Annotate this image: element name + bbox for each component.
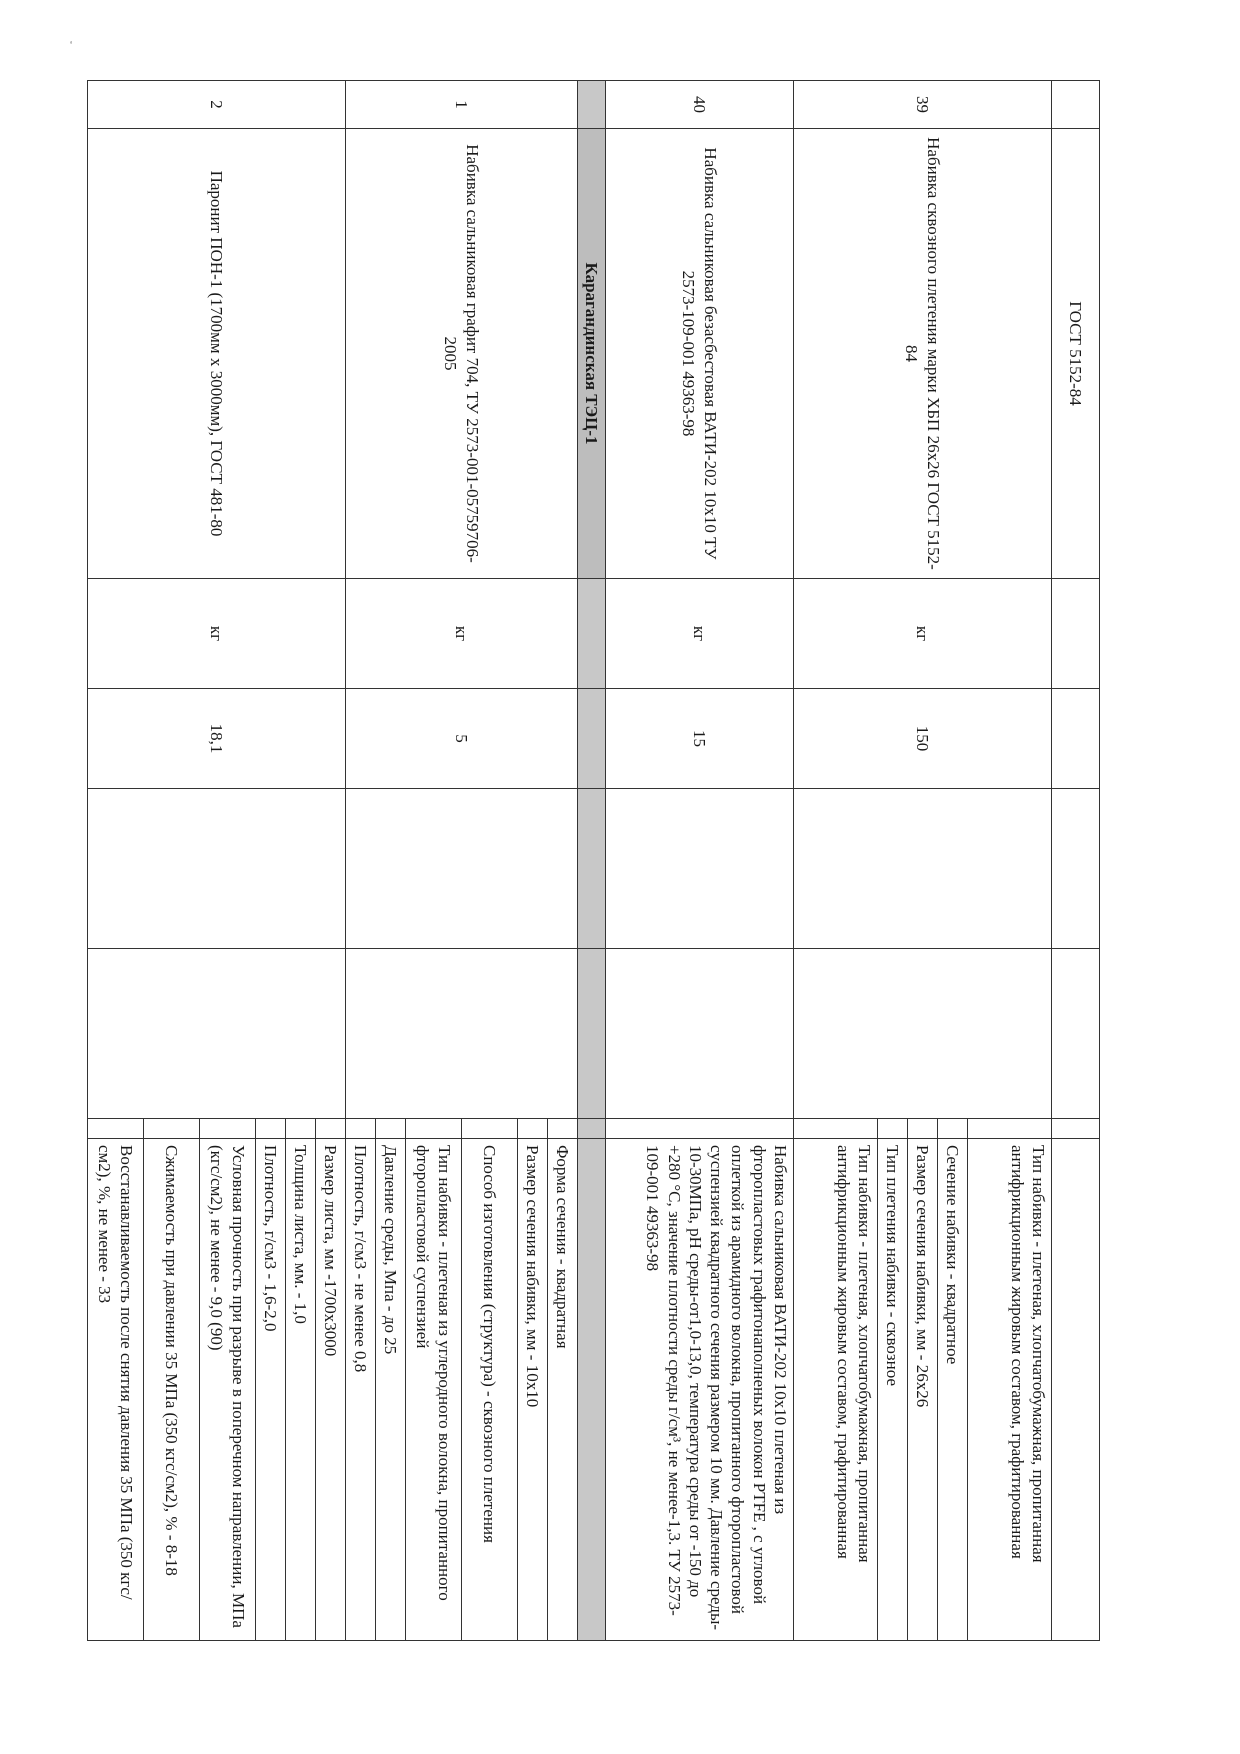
item-quantity: 18,1	[88, 689, 346, 789]
spec-line: Сечение набивки - квадратное	[938, 1139, 968, 1641]
item-quantity: 15	[606, 689, 794, 789]
spec-line: Восстанавливаемость после снятия давления 35 МПа (350 кгс/см2), %, не менее - 33	[88, 1139, 144, 1641]
rotated-page	[95, 80, 1100, 1640]
item-quantity: 5	[346, 689, 578, 789]
item-unit: кг	[88, 579, 346, 689]
spec-line: Тип набивки - плетеная, хлопчатобумажная, пропитанная антифрикционным жировым составом, графитированная	[794, 1139, 878, 1641]
item-name: Набивка сальниковая безасбестовая ВАТИ-202 10х10 ТУ 2573-109-001 49363-98	[606, 129, 794, 579]
row-number: 40	[606, 81, 794, 129]
item-name: Паронит ПОН-1 (1700мм х 3000мм), ГОСТ 481-80	[88, 129, 346, 579]
spec-line: Давление среды, Мпа - до 25	[376, 1139, 406, 1641]
item-quantity: 150	[794, 689, 1052, 789]
table-row	[606, 81, 794, 1641]
spec-line: Тип набивки - плетеная, хлопчатобумажная, пропитанная антифрикционным жировым составом, графитированная	[968, 1139, 1052, 1641]
table-row	[548, 81, 578, 1641]
table-row	[968, 81, 1052, 1641]
section-row	[578, 81, 606, 1641]
spec-line: Плотность, г/см3 - 1,6-2,0	[256, 1139, 286, 1641]
spec-line: Тип набивки - плетеная из углеродного волокна, пропитанного фторопластовой суспензией	[406, 1139, 462, 1641]
item-name: Набивка сквозного плетения марки ХБП 26х26 ГОСТ 5152-84	[794, 129, 1052, 579]
item-unit: кг	[794, 579, 1052, 689]
row-number: 1	[346, 81, 578, 129]
fragment-text: ГОСТ 5152-84	[1052, 129, 1100, 579]
spec-line: Толщина листа, мм. - 1,0	[286, 1139, 316, 1641]
item-unit: кг	[346, 579, 578, 689]
spec-line: Размер сечения набивки, мм - 10х10	[518, 1139, 548, 1641]
spec-line: Размер листа, мм -1700х3000	[316, 1139, 346, 1641]
row-number: 39	[794, 81, 1052, 129]
spec-line: Набивка сальниковая ВАТИ-202 10х10 плетеная из фторопластовых графитонаполненых волокон PTFE , с угловой оплеткой из арамидного волокна, пропитанного фторопластовой суспензией квадратного сечения размером 10 мм. Давление среды- 10-30МПа, pH среды-от1,0-13,0, температура среды от -150 до +280 °С, значение плотности среды г/см³, не менее-1,3. ТУ 2573-109-001 49363-98	[606, 1139, 794, 1641]
scan-mark: ‘	[70, 40, 73, 51]
spec-line: Плотность, г/см3 - не менее 0,8	[346, 1139, 376, 1641]
item-name: Набивка сальниковая графит 704, ТУ 2573-001-05759706-2005	[346, 129, 578, 579]
table-row	[316, 81, 346, 1641]
spec-line: Способ изготовления (структура) - сквозного плетения	[462, 1139, 518, 1641]
spec-line: Тип плетения набивки - сквозное	[878, 1139, 908, 1641]
spec-line: Размер сечения набивки, мм - 26х26	[908, 1139, 938, 1641]
section-title: Карагандинская ТЭЦ-1	[578, 129, 606, 579]
row-number: 2	[88, 81, 346, 129]
specification-table	[87, 80, 1100, 1641]
spec-line: Сжимаемость при давлении 35 МПа (350 кгс/см2), % - 8-18	[144, 1139, 200, 1641]
spec-line: Форма сечения - квадратная	[548, 1139, 578, 1641]
item-unit: кг	[606, 579, 794, 689]
spec-line: Условная прочность при разрыве в поперечном направлении, МПа (кгс/см2), не менее - 9,0 (90)	[200, 1139, 256, 1641]
fragment-row	[1052, 81, 1100, 1641]
